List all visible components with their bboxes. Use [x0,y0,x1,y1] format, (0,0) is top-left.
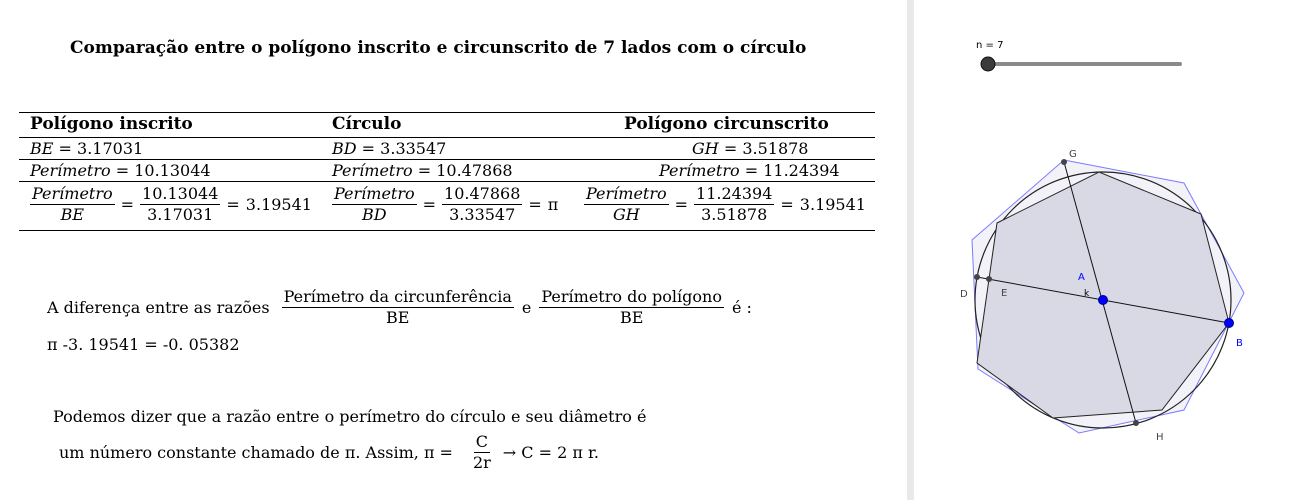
perimeter-inscribed-value: 10.13044 [134,161,211,180]
cell-perimeter-circumscribed: Perímetro = 11.24394 [659,161,840,180]
page-title: Comparação entre o polígono inscrito e circunscrito de 7 lados com o círculo [70,38,807,58]
be-value: 3.17031 [77,139,144,158]
conclusion-line2-suffix: → C = 2 π r. [502,443,599,462]
header-circumscribed: Polígono circunscrito [624,114,829,134]
frac-den: 3.33547 [449,205,516,224]
pane-divider[interactable] [907,0,914,500]
slider-label: n = 7 [976,40,1004,51]
point-h[interactable] [1133,420,1139,426]
frac-num: Perímetro da circunferência [283,287,512,306]
difference-frac1 [282,288,514,327]
point-g[interactable] [1061,159,1067,165]
frac-num: Perímetro [334,184,415,203]
label-k: k [1084,289,1090,299]
frac-num: Perímetro [586,184,667,203]
table-top-line [19,112,875,113]
ratio-circle-numeric [442,185,522,224]
frac-den: 2r [472,453,491,472]
difference-line [47,288,752,327]
perimeter-label: Perímetro [659,161,740,180]
label-a: A [1078,272,1085,283]
ratio-inscribed-result: 3.19541 [245,195,312,214]
perimeter-circle-value: 10.47868 [436,161,513,180]
frac-num: C [475,432,488,451]
frac-num: Perímetro do polígono [541,287,722,306]
difference-conj: e [521,298,532,317]
difference-result: π -3. 19541 = -0. 05382 [47,335,240,354]
perimeter-circumscribed-value: 11.24394 [763,161,840,180]
frac-den: BE [619,308,644,327]
ratio-circumscribed-result: 3.19541 [799,195,866,214]
header-circle: Círculo [332,114,402,134]
table-row1-line [19,159,875,160]
cell-perimeter-inscribed: Perímetro = 10.13044 [30,161,211,180]
label-h: H [1156,432,1164,443]
circumference-fraction [471,433,493,472]
frac-num: 10.13044 [142,184,219,203]
point-e[interactable] [986,276,992,282]
label-d: D [960,289,968,300]
bd-label: BD [332,139,357,158]
table-header-line [19,137,875,138]
header-inscribed: Polígono inscrito [30,114,193,134]
difference-suffix: é : [731,298,752,317]
frac-den: GH [612,205,640,224]
conclusion-line1: Podemos dizer que a razão entre o perímetro do círculo e seu diâmetro é [53,407,647,426]
perimeter-label: Perímetro [30,161,111,180]
difference-frac2 [539,288,724,327]
gh-value: 3.51878 [742,139,809,158]
frac-den: BE [386,308,410,327]
point-d[interactable] [974,274,980,280]
frac-den: BD [362,205,387,224]
frac-den: 3.51878 [701,205,768,224]
table-row2-line [19,181,875,182]
ratio-circumscribed: $\frac{\text{Perímetro}}{GH}$ = $\frac{11.24394}{3.51878}$ = 3.19541 [586,184,866,224]
ratio-circle-symbolic [332,185,417,224]
label-e: E [1001,288,1008,299]
cell-bd: BD = 3.33547 [332,139,447,158]
point-a[interactable] [1099,296,1108,305]
bd-value: 3.33547 [380,139,447,158]
label-b: B [1236,338,1243,349]
ratio-inscribed-numeric [140,185,220,224]
frac-num: 10.47868 [444,184,521,203]
cell-gh: GH = 3.51878 [692,139,809,158]
ratio-inscribed: $\frac{\text{Perímetro}}{BE}$ = $\frac{10.13044}{3.17031}$ = 3.19541 [32,184,312,224]
frac-den: BE [60,205,85,224]
conclusion-line2 [59,433,599,472]
cell-perimeter-circle: Perímetro = 10.47868 [332,161,513,180]
be-label: BE [30,139,54,158]
table-bottom-line [19,230,875,231]
slider-thumb[interactable] [981,57,995,71]
label-g: G [1069,149,1077,160]
frac-den: 3.17031 [147,205,214,224]
perimeter-label: Perímetro [332,161,413,180]
ratio-inscribed-symbolic [30,185,115,224]
frac-num: Perímetro [32,184,113,203]
conclusion-line2-prefix: um número constante chamado de π. Assim, π = [59,443,453,462]
geometry-canvas[interactable] [914,0,1300,500]
graphics-panel [914,0,1300,500]
cell-be: BE = 3.17031 [30,139,144,158]
ratio-circumscribed-numeric [694,185,774,224]
ratio-circumscribed-symbolic [584,185,669,224]
difference-prefix: A diferença entre as razões [47,298,270,317]
point-b[interactable] [1225,319,1234,328]
ratio-circle-result: π [547,195,559,214]
ratio-circle: $\frac{\text{Perímetro}}{BD}$ = $\frac{10.47868}{3.33547}$ = π [334,184,559,224]
gh-label: GH [692,139,719,158]
frac-num: 11.24394 [696,184,773,203]
